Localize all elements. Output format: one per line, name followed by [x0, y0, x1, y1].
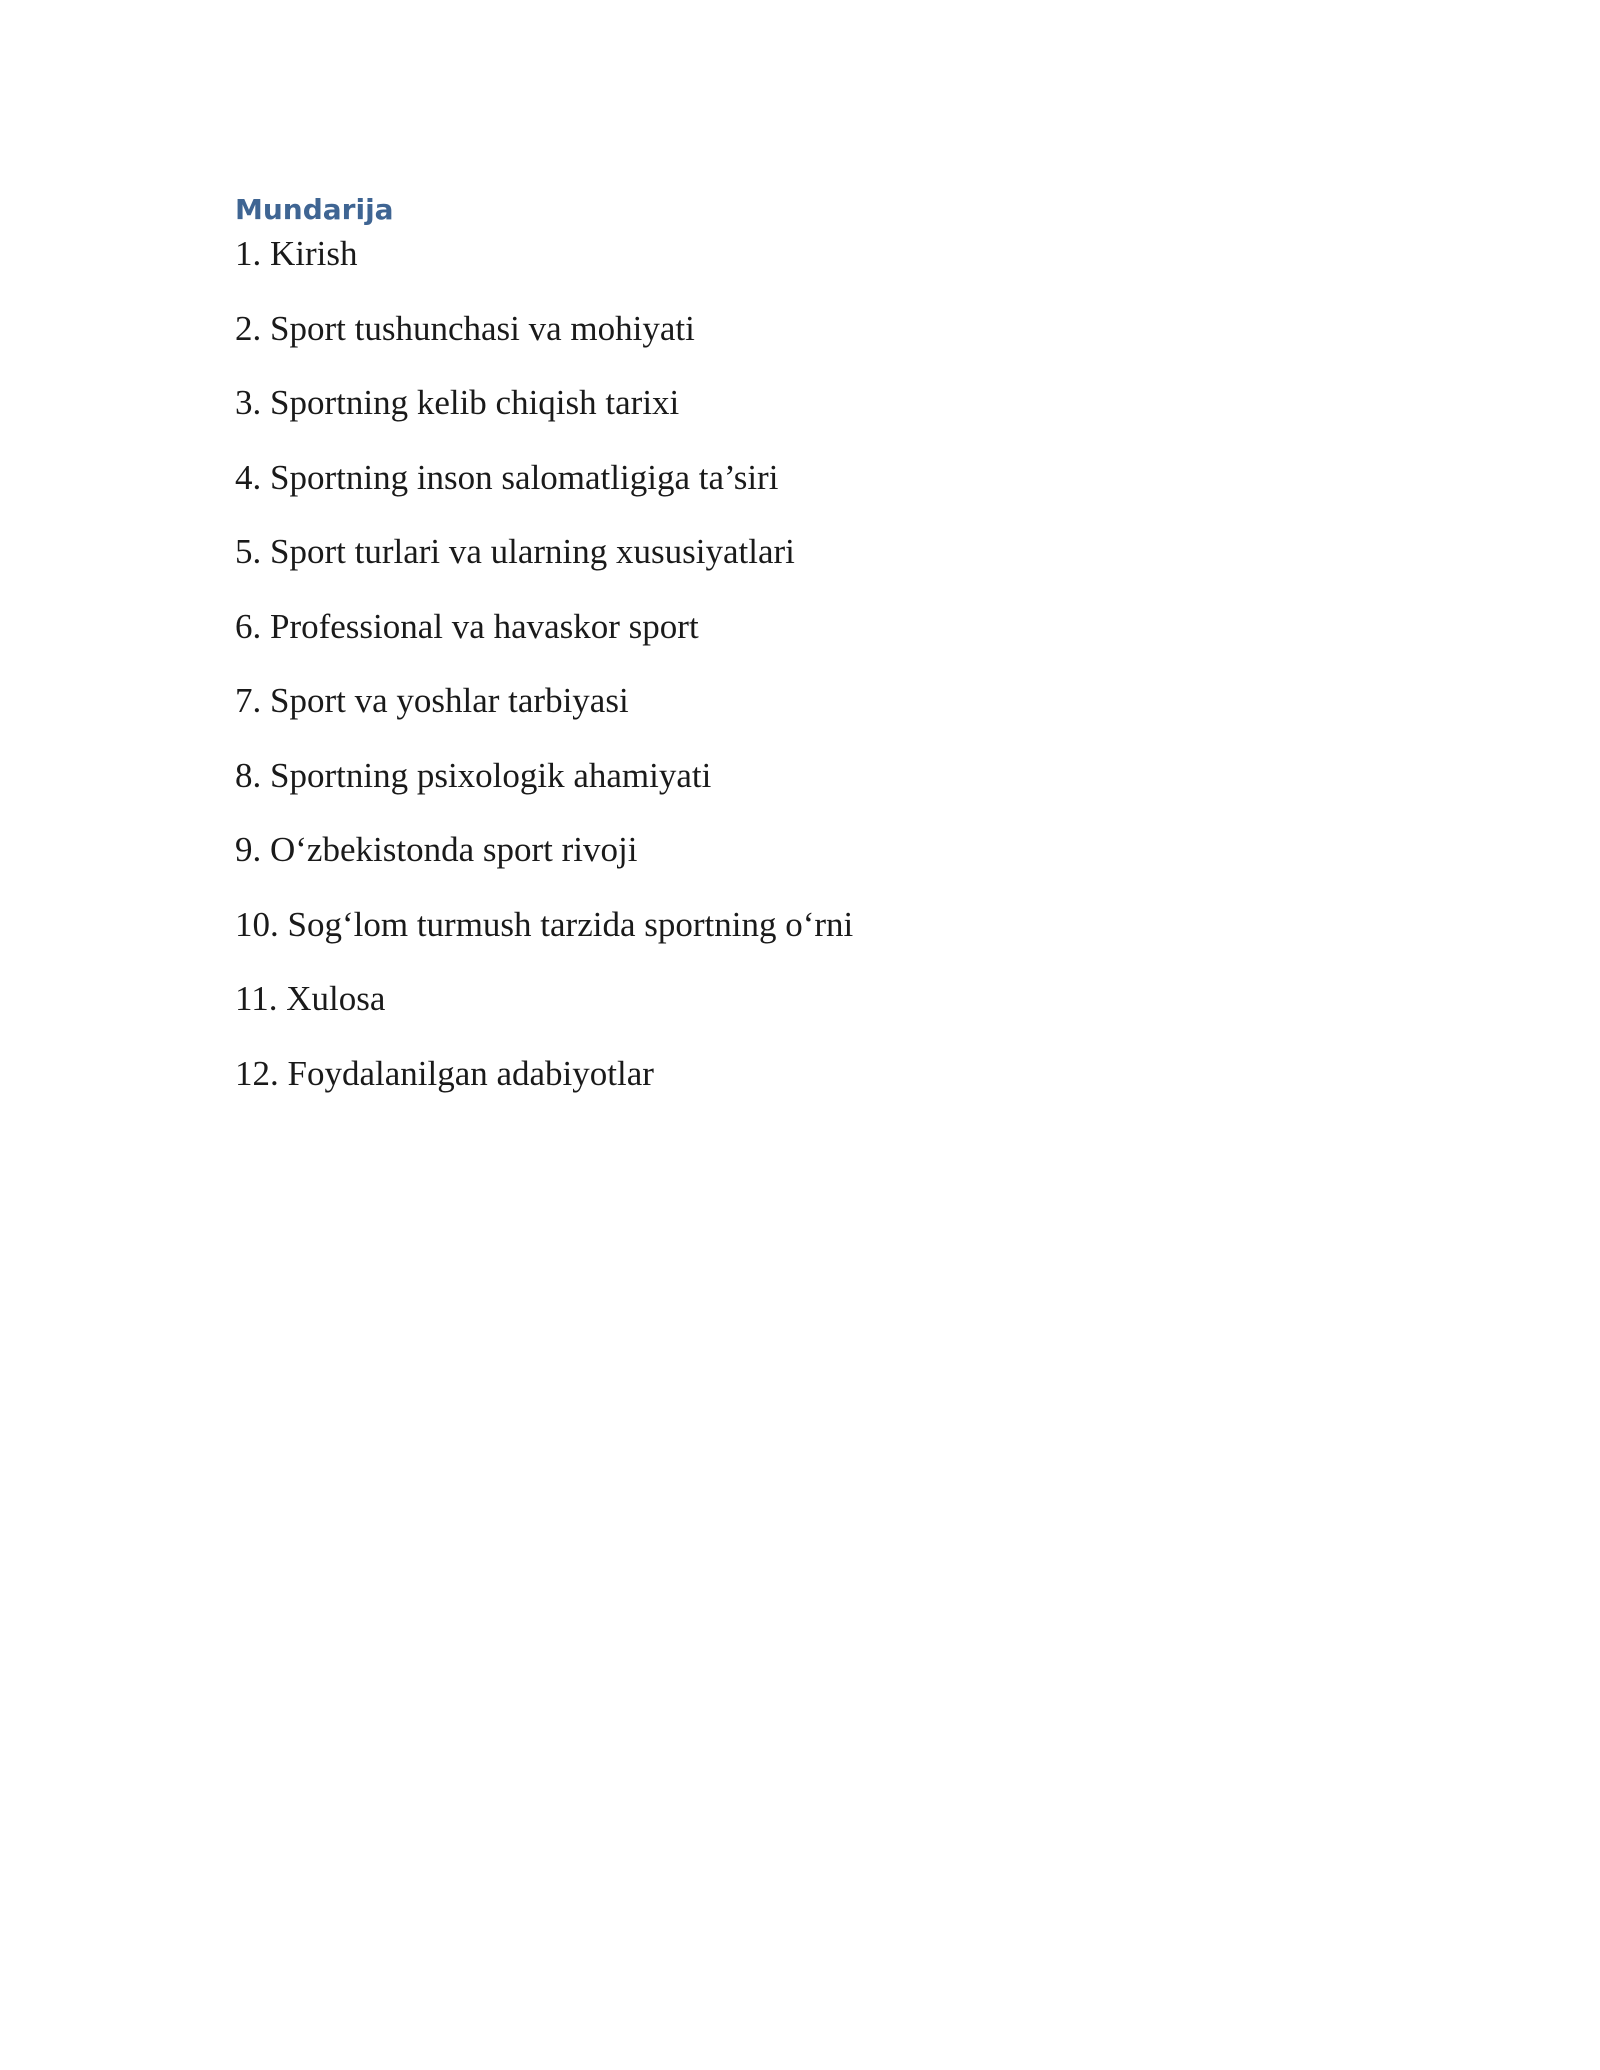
table-of-contents [235, 188, 1365, 1126]
toc-item-kelib-chiqish-tarixi: 3. Sportning kelib chiqish tarixi [235, 383, 680, 422]
toc-item-ozbekiston-sport: 9. O‘zbekistonda sport rivoji [235, 830, 638, 869]
toc-heading: Mundarija [235, 193, 394, 226]
toc-item-xulosa: 11. Xulosa [235, 979, 386, 1018]
toc-item-kirish: 1. Kirish [235, 234, 358, 273]
toc-item-salomatlik-tasiri: 4. Sportning inson salomatligiga ta’siri [235, 457, 779, 497]
toc-item-soglom-turmush: 10. Sog‘lom turmush tarzida sportning o‘rni [235, 904, 854, 944]
toc-item-yoshlar-tarbiyasi: 7. Sport va yoshlar tarbiyasi [235, 681, 629, 720]
toc-item-sport-tushunchasi: 2. Sport tushunchasi va mohiyati [235, 308, 695, 348]
toc-item-professional-havaskor: 6. Professional va havaskor sport [235, 606, 699, 646]
toc-item-psixologik-ahamiyati: 8. Sportning psixologik ahamiyati [235, 755, 712, 795]
toc-item-adabiyotlar: 12. Foydalanilgan adabiyotlar [235, 1053, 654, 1093]
toc-list [235, 232, 1365, 1096]
toc-item-sport-turlari: 5. Sport turlari va ularning xususiyatlari [235, 532, 795, 571]
